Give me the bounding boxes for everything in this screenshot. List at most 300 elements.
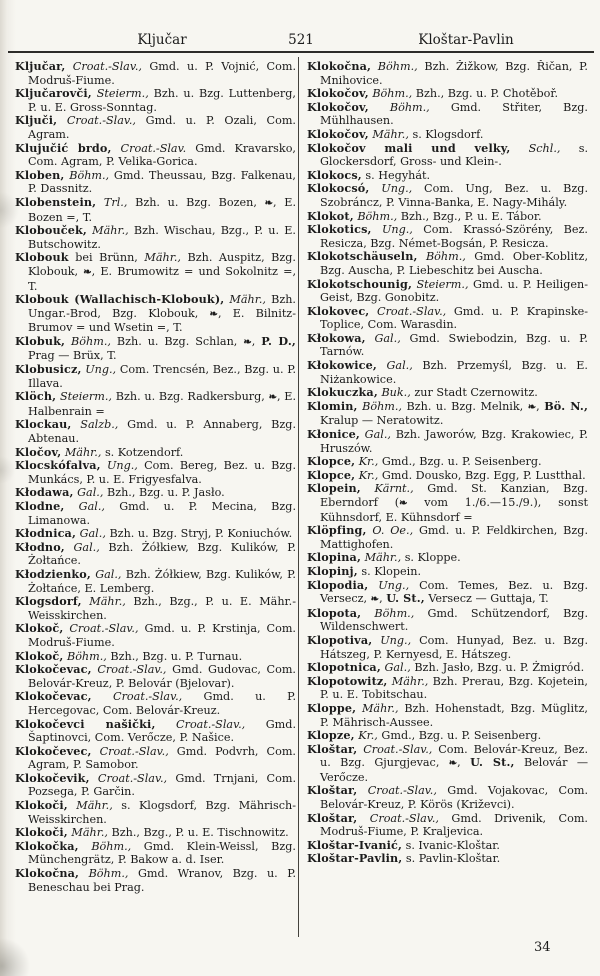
entry-headword: Klujučić brdo, (15, 140, 112, 155)
gazetteer-entry (15, 840, 296, 867)
entry-headword: Klopina, (307, 550, 361, 565)
entry-headword: Kloštar, (307, 741, 358, 756)
gazetteer-entry (15, 595, 296, 622)
gazetteer-entry (15, 745, 296, 772)
gazetteer-entry (307, 223, 588, 250)
entry-region-abbrev: Steierm., (59, 390, 112, 404)
entry-headword: Kłokowice, (307, 358, 377, 373)
entry-text: , (251, 334, 256, 348)
running-head-first-entry: Ključar (137, 32, 187, 48)
entry-region-abbrev: Gal., (77, 486, 104, 500)
entry-region-abbrev: Gal., (73, 540, 100, 554)
post-horn-icon: ❧ (264, 197, 274, 209)
entry-headword: Klokoč, (15, 648, 64, 663)
entry-region-abbrev: Croat.-Slav., (66, 114, 136, 128)
entry-text: zur Stadt Czernowitz. (414, 386, 538, 400)
entry-region-abbrev: Gal., (384, 661, 411, 675)
entry-region-abbrev: Croat.-Slav., (363, 742, 433, 756)
entry-text: Gmd. Schützendorf, Bzg. Wildenschwert. (320, 606, 588, 634)
post-horn-icon: ❧ (527, 401, 537, 413)
entry-region-abbrev: Gal., (364, 428, 391, 442)
gazetteer-entry (15, 142, 296, 169)
gazetteer-entry (15, 568, 296, 595)
entry-text: Bzh. Przemyśl, Bzg. u. E. Niżankowice. (320, 359, 588, 386)
entry-text: Gmd. Wranov, Bzg. u. P. Beneschau bei Prag. (28, 867, 296, 894)
entry-region-abbrev: Böhm., (362, 399, 402, 413)
entry-text: Gmd. u. P. Mecina, Bzg. Limanowa. (28, 500, 296, 527)
post-horn-icon: ❧ (370, 594, 380, 606)
entry-text: Bzh., Bzg. u. P. Jasło. (106, 486, 225, 500)
gazetteer-entry (15, 486, 296, 500)
entry-headword: Klopodia, (307, 577, 369, 592)
entry-headword: Klopce, (307, 454, 356, 469)
entry-text: Bzh. Auspitz, Bzg. Klobouk, (28, 251, 296, 278)
gazetteer-entry (15, 718, 296, 745)
gazetteer-entry (307, 743, 588, 785)
entry-region-abbrev: Buk., (381, 386, 411, 400)
gazetteer-entry (307, 607, 588, 634)
gazetteer-entry (307, 634, 588, 661)
entry-text: Bzh. Žižkow, Bzg. Řičan, P. Mnihovice. (320, 60, 588, 87)
entry-text: Gmd. St. Kanzian, Bzg. Eberndorf ( (320, 482, 588, 509)
entry-headword: Kloštar-Pavlin, (307, 851, 403, 866)
entry-headword: Klobouk (15, 250, 69, 265)
gazetteer-entry (15, 169, 296, 196)
entry-text: Gmd. Drivenik, Com. Modruš-Fiume, P. Kraljevica. (320, 811, 588, 839)
running-head (0, 32, 600, 50)
entry-region-abbrev: Ung., (85, 363, 117, 377)
entry-text: Gmd. Theussau, Bzg. Falkenau, P. Dassnitz. (28, 168, 296, 196)
entry-text: Bzh., Bzg. u. P. Chotěboř. (415, 87, 559, 101)
entry-text: Gmd. u. P. Krstinja, Com. Modruš-Fiume. (28, 622, 296, 649)
gazetteer-entry (15, 114, 296, 141)
entry-text: Gmd. Ober-Koblitz, Bzg. Auscha, P. Liebeschitz bei Auscha. (320, 250, 588, 277)
entry-headword: Klokoči, (15, 825, 68, 840)
gazetteer-entry (307, 182, 588, 209)
entry-text: s. Pavlin-Kloštar. (405, 852, 501, 866)
gazetteer-entry (307, 839, 588, 853)
entry-headword: Klobouk (Wallachisch-Klobouk), (15, 292, 225, 307)
gazetteer-entry (307, 524, 588, 551)
entry-headword: Klopce, (307, 467, 356, 482)
entry-text: Bzh. Jasło, Bzg. u. P. Żmigród. (414, 661, 585, 675)
entry-headword: Klomin, (307, 398, 358, 413)
gazetteer-entry (307, 60, 588, 87)
entry-headword: Kłodzienko, (15, 566, 91, 581)
entry-region-abbrev: Mähr., (76, 799, 113, 813)
header-rule (8, 51, 594, 53)
entry-region-abbrev: Croat.-Slav., (377, 304, 447, 318)
gazetteer-entry (15, 363, 296, 390)
entry-text: s. Kotzendorf. (104, 445, 184, 459)
entry-headword: Kločov, (15, 444, 62, 459)
entry-headword: Kłokowa, (307, 330, 366, 345)
entry-region-abbrev: Kärnt., (374, 482, 414, 496)
entry-text: Belovár — Verőcze. (320, 756, 588, 784)
gazetteer-entry (15, 335, 296, 363)
entry-text: Com. Bereg, Bez. u. Bzg. Munkács, P. u. E. Frigyesfalva. (28, 459, 296, 486)
entry-text: Gmd. u. P. Hercegovac, Com. Belovár-Kreuz. (28, 690, 296, 717)
entry-headword: Klokoč, (15, 621, 64, 636)
entry-text: Bzh. Hohenstadt, Bzg. Müglitz, P. Mährisch-Aussee. (320, 701, 588, 729)
entry-headword: Kłodnica, (15, 526, 77, 541)
post-horn-icon: ❧ (268, 392, 277, 404)
entry-text: Bzh., Bzg., P. u. E. Tischnowitz. (111, 826, 289, 840)
entry-region-abbrev: Croat.-Slav., (99, 744, 169, 758)
gazetteer-entry (307, 579, 588, 607)
entry-headword: Kłodawa, (15, 485, 74, 500)
entry-region-abbrev: Böhm., (425, 250, 466, 264)
entry-region-abbrev: Mähr., (92, 224, 129, 238)
entry-text: Bzh. u. Bzg. Radkersburg, (115, 390, 265, 404)
gazetteer-entry (307, 565, 588, 579)
entry-text: Com. Trencsén, Bez., Bzg. u. P. Illava. (28, 363, 296, 390)
post-horn-icon: ❧ (448, 758, 458, 770)
entry-region-abbrev: Ung., (106, 459, 138, 473)
gazetteer-entry (15, 196, 296, 224)
entry-headword: Klokot, (307, 208, 354, 223)
entry-headword: Klokuczka, (307, 385, 378, 400)
entry-headword: Klopota, (307, 605, 362, 620)
entry-text: Bzh. Wischau, Bzg., P. u. E. Butschowitz. (28, 224, 296, 251)
gazetteer-entry (307, 305, 588, 332)
gazetteer-entry (15, 293, 296, 335)
entry-text: Bzh. u. Bzg. Luttenberg, P. u. E. Gross-Sonntag. (28, 87, 296, 114)
entry-text: , (379, 592, 383, 606)
entry-headword: Klocskófalva, (15, 458, 101, 473)
gazetteer-entry (15, 251, 296, 293)
right-column (307, 60, 588, 952)
entry-region-abbrev: Croat.-Slav., (97, 771, 168, 785)
entry-headword: Kloštar-Ivanić, (307, 837, 403, 852)
gazetteer-entry (307, 278, 588, 305)
entry-text: s. Klopein. (361, 564, 422, 578)
entry-text: Gmd. Klein-Weissl, Bzg. Münchengrätz, P. Bakow a. d. Iser. (28, 839, 296, 867)
entry-headword: Klokočka, (15, 838, 79, 853)
entry-headword: Klokočevec, (15, 743, 92, 758)
entry-text: , E. Brumowitz = und Sokolnitz =, T. (28, 264, 296, 293)
entry-region-abbrev: Mähr., (64, 445, 102, 459)
entry-region-abbrev: Böhm., (357, 209, 398, 223)
entry-headword: Bö. N., (544, 398, 588, 413)
gazetteer-entry (307, 210, 588, 224)
entry-text: Bzh. u. Bzg. Schlan, (116, 334, 238, 348)
entry-text: s. Hegyhát. (365, 168, 431, 182)
entry-region-abbrev: Ung., (381, 223, 413, 237)
gazetteer-entry (307, 812, 588, 839)
gazetteer-entry (307, 250, 588, 277)
entry-headword: Klokočevac, (15, 662, 92, 677)
gazetteer-entry (15, 867, 296, 894)
entry-headword: Klokočna, (15, 866, 80, 881)
entry-headword: U. St., (470, 755, 515, 770)
entry-headword: Klockau, (15, 417, 72, 432)
gazetteer-entry (307, 101, 588, 128)
entry-headword: Klokočevac, (15, 689, 92, 704)
entry-text: Gmd. u. P. Heiligen-Geist, Bzg. Gonobitz. (320, 277, 588, 305)
entry-region-abbrev: Mähr., (71, 826, 108, 840)
entry-text: s. Glockersdorf, Gross- und Klein-. (320, 141, 588, 169)
entry-text: Bzh. u. Bzg. Bozen, (135, 195, 257, 209)
running-head-last-entry: Kloštar-Pavlin (418, 32, 514, 48)
entry-region-abbrev: Croat.-Slav. (120, 141, 187, 155)
entry-text: Gmd., Bzg. u. P. Seisenberg. (381, 455, 542, 469)
entry-headword: Ključi, (15, 113, 58, 128)
entry-region-abbrev: Steierm., (416, 277, 469, 291)
gazetteer-entry (15, 390, 296, 418)
entry-region-abbrev: Böhm., (389, 100, 430, 114)
entry-region-abbrev: Croat.-Slav., (367, 784, 437, 798)
entry-headword: Klokovec, (307, 303, 370, 318)
entry-text: Bzh. Żółkiew, Bzg. Kulików, P. Żołtańce. (28, 540, 296, 568)
entry-region-abbrev: Gal., (78, 500, 105, 513)
gazetteer-entry (307, 661, 588, 675)
entry-region-abbrev: O. Oe., (372, 524, 414, 538)
entry-region-abbrev: Böhm., (66, 649, 107, 663)
entry-headword: Klokočov, (307, 99, 369, 114)
entry-region-abbrev: Gal., (79, 527, 106, 541)
entry-headword: Klokocsó, (307, 181, 370, 196)
entry-text: Gmd. Gudovac, Com. Belovár-Kreuz, P. Belovár (Bjelovar). (28, 663, 296, 690)
entry-region-abbrev: Croat.-Slav., (69, 622, 139, 636)
entry-headword: Klopotnica, (307, 660, 381, 675)
entry-region-abbrev: Croat.-Slav., (369, 811, 439, 825)
entry-region-abbrev: Kr., (358, 729, 378, 743)
gazetteer-entry (307, 386, 588, 400)
entry-text: s. Klogsdorf. (412, 127, 484, 141)
entry-region-abbrev: Böhm., (71, 334, 111, 348)
entry-headword: Klodne, (15, 499, 65, 513)
entry-region-abbrev: Mähr., (372, 127, 409, 141)
entry-text: Gmd. Šaptinovci, Com. Verőcze, P. Našice. (28, 717, 296, 745)
entry-region-abbrev: Gal., (386, 359, 413, 373)
entry-text: Versecz — Guttaja, T. (428, 592, 549, 606)
gazetteer-entry (15, 650, 296, 664)
entry-headword: Klokočov, (307, 126, 369, 141)
entry-text: s. Kloppe. (404, 551, 461, 565)
entry-text: vom 1./6.—15./9.), sonst Kühnsdorf, E. Kühnsdorf = (320, 496, 588, 524)
entry-text: Kralup — Neratowitz. (320, 414, 444, 428)
entry-region-abbrev: Mähr., (89, 595, 126, 609)
gazetteer-entry (15, 690, 296, 717)
gazetteer-entry (15, 500, 296, 527)
entry-region-abbrev: Kr., (358, 455, 379, 469)
column-divider (298, 57, 299, 937)
entry-region-abbrev: Böhm., (372, 87, 413, 101)
entry-region-abbrev: Ung., (378, 578, 410, 592)
entry-text: , (457, 756, 461, 770)
post-horn-icon: ❧ (83, 266, 92, 278)
entry-text: Gmd. u. P. Annaberg, Bzg. Abtenau. (28, 418, 296, 446)
entry-text: Com. Temes, Bez. u. Bzg. Versecz, (320, 578, 588, 606)
entry-headword: Klobusicz, (15, 362, 82, 377)
entry-headword: P. D., (261, 333, 296, 348)
entry-region-abbrev: Croat.-Slav., (72, 60, 142, 73)
entry-text: , E. Halbenrain = (28, 390, 296, 418)
entry-text: Bzh., Bzg., P. u. E. Mähr.-Weisskirchen. (28, 595, 296, 622)
entry-headword: Kłonice, (307, 427, 360, 442)
entry-text: Gmd. Trnjani, Com. Pozsega, P. Garčin. (28, 771, 296, 799)
signature-number: 34 (534, 940, 551, 955)
gazetteer-entry (307, 128, 588, 142)
entry-region-abbrev: Croat.-Slav., (113, 690, 183, 704)
gazetteer-entry (15, 541, 296, 568)
entry-headword: Klokocs, (307, 167, 362, 182)
gazetteer-entry (15, 826, 296, 840)
entry-headword: Klokočevik, (15, 770, 90, 785)
entry-text: Bzh. Żółkiew, Bzg. Kulików, P. Żołtańce, E. Lemberg. (28, 567, 296, 595)
entry-text: Bzh. u. Bzg. Melnik, (406, 399, 524, 413)
entry-text: Com. Hunyad, Bez. u. Bzg. Hátszeg, P. Kernyesd, E. Hátszeg. (320, 633, 588, 661)
entry-text: Gmd. Kravarsko, Com. Agram, P. Velika-Gorica. (28, 141, 296, 169)
entry-region-abbrev: Croat.-Slav., (176, 717, 246, 731)
entry-text: Bzh., Bzg. u. P. Turnau. (110, 649, 243, 663)
entry-text: Gmd. u. P. Vojnić, Com. Modruš-Fiume. (28, 60, 296, 87)
entry-text: Gmd. Dousko, Bzg. Egg, P. Lustthal. (381, 468, 586, 482)
entry-text: Bzh., Bzg., P. u. E. Tábor. (400, 209, 542, 223)
entry-text: Gmd. u. P. Feldkirchen, Bzg. Mattighofen. (320, 524, 588, 551)
entry-headword: Klokočov mali und velky, (307, 140, 511, 155)
page-number: 521 (288, 32, 314, 48)
entry-text: bei Brünn, (75, 251, 138, 265)
entry-region-abbrev: Steierm., (96, 87, 149, 101)
entry-headword: Klokotics, (307, 222, 372, 237)
entry-region-abbrev: Trl., (103, 195, 128, 209)
entry-text: s. Ivanic-Kloštar. (405, 838, 500, 852)
entry-text: Gmd. Swiebodzin, Bzg. u. P. Tarnów. (320, 331, 588, 359)
entry-text: Bzh. Jaworów, Bzg. Krakowiec, P. Hruszów. (320, 428, 588, 455)
gazetteer-entry (307, 469, 588, 483)
entry-region-abbrev: Croat.-Slav., (97, 663, 167, 677)
gazetteer-entry (15, 772, 296, 799)
entry-headword: Klokočevci našički, (15, 716, 156, 731)
gazetteer-entry (307, 675, 588, 702)
entry-text: Com. Krassó-Szörény, Bez. Resicza, Bzg. Német-Bogsán, P. Resicza. (320, 223, 588, 250)
gazetteer-entry (307, 551, 588, 565)
entry-headword: Kłodno, (15, 539, 65, 554)
entry-headword: Klokočov, (307, 86, 369, 101)
entry-region-abbrev: Gal., (95, 567, 122, 581)
gazetteer-entry (15, 418, 296, 445)
post-horn-icon: ❧ (243, 336, 252, 348)
entry-region-abbrev: Böhm., (88, 867, 129, 881)
entry-text: Com. Belovár-Kreuz, Bez. u. Bzg. Gjurgjevac, (320, 742, 588, 770)
entry-region-abbrev: Kr., (358, 468, 379, 482)
entry-text: Bzh. u. Bzg. Stryj, P. Koniuchów. (109, 527, 293, 541)
gazetteer-entry (307, 729, 588, 743)
gazetteer-entry (307, 87, 588, 101)
gazetteer-entry (15, 799, 296, 826)
gazetteer-entry (15, 446, 296, 460)
entry-text: Prag — Brüx, T. (28, 349, 117, 363)
left-column (15, 60, 296, 952)
gazetteer-entry (15, 60, 296, 87)
entry-region-abbrev: Böhm., (377, 60, 418, 73)
entry-headword: Klobenstein, (15, 194, 97, 209)
entry-region-abbrev: Mähr., (361, 701, 399, 715)
entry-headword: Kloppe, (307, 700, 357, 715)
entry-headword: Ključarovči, (15, 86, 92, 101)
entry-headword: Klopinj, (307, 563, 358, 578)
entry-region-abbrev: Mähr., (229, 293, 266, 307)
gazetteer-entry (15, 663, 296, 690)
entry-text: Gmd. u. P. Ozali, Com. Agram. (28, 114, 296, 141)
entry-region-abbrev: Mähr., (364, 551, 402, 565)
entry-headword: Klopotiva, (307, 632, 373, 647)
entry-text: Gmd. Podvrh, Com. Agram, P. Samobor. (28, 744, 296, 772)
gazetteer-entry (307, 784, 588, 811)
entry-text: Bzh. Ungar.-Brod, Bzg. Klobouk, (28, 293, 296, 320)
entry-region-abbrev: Mähr., (391, 674, 429, 688)
gazetteer-entry (15, 622, 296, 649)
entry-headword: U. St., (386, 591, 425, 606)
entry-headword: Ključar, (15, 60, 66, 73)
gazetteer-entry (307, 400, 588, 428)
entry-headword: Klokočna, (307, 60, 372, 73)
gazetteer-entry (15, 527, 296, 541)
post-horn-icon: ❧ (399, 498, 408, 509)
entry-headword: Klöch, (15, 389, 57, 404)
entry-text: , (536, 399, 540, 413)
entry-text: , E. Bozen =, T. (28, 195, 296, 224)
entry-headword: Kloštar, (307, 810, 358, 825)
entry-headword: Klokoči, (15, 798, 68, 813)
entry-text: Gmd., Bzg. u. P. Seisenberg. (381, 729, 542, 743)
entry-region-abbrev: Böhm., (374, 606, 415, 620)
gazetteer-entry (307, 332, 588, 359)
entry-region-abbrev: Böhm., (69, 168, 110, 182)
gazetteer-entry (307, 852, 588, 866)
gazetteer-entry (307, 455, 588, 469)
entry-headword: Klöpfing, (307, 523, 367, 538)
gazetteer-entry (15, 224, 296, 251)
entry-region-abbrev: Gal., (374, 331, 401, 345)
entry-text: s. Klogsdorf, Bzg. Mährisch-Weisskirchen. (28, 799, 296, 826)
entry-headword: Klobouček, (15, 223, 87, 238)
gazetteer-entry (307, 169, 588, 183)
entry-region-abbrev: Ung., (380, 633, 412, 647)
entry-headword: Klokotschäuseln, (307, 249, 418, 264)
entry-region-abbrev: Mähr., (144, 251, 181, 265)
entry-region-abbrev: Böhm., (91, 839, 132, 853)
gazetteer-entry (307, 359, 588, 386)
post-horn-icon: ❧ (209, 308, 218, 320)
gazetteer-entry (307, 428, 588, 455)
entry-text: Gmd. Střiter, Bzg. Mühlhausen. (320, 100, 588, 128)
gazetteer-entry (15, 87, 296, 114)
entry-text: Gmd. u. P. Krapinske-Toplice, Com. Warasdin. (320, 304, 588, 332)
entry-headword: Klopein, (307, 481, 361, 496)
entry-headword: Kloben, (15, 167, 65, 182)
gazetteer-entry (15, 459, 296, 486)
entry-headword: Klopotowitz, (307, 673, 388, 688)
entry-headword: Klokotschounig, (307, 276, 413, 291)
entry-headword: Klobuk, (15, 333, 66, 348)
entry-text: Gmd. Vojakovac, Com. Belovár-Kreuz, P. Körös (Križevci). (320, 784, 588, 812)
entry-region-abbrev: Salzb., (80, 418, 119, 432)
entry-text: Bzh. Prerau, Bzg. Kojetein, P. u. E. Tobitschau. (320, 674, 588, 702)
entry-text: , E. Bilnitz-Brumov = und Wsetin =, T. (28, 306, 296, 335)
entry-headword: Klogsdorf, (15, 594, 82, 609)
entry-headword: Klopze, (307, 728, 355, 743)
entry-region-abbrev: Ung., (381, 182, 413, 196)
entry-text: Com. Ung, Bez. u. Bzg. Szobráncz, P. Vinna-Banka, E. Nagy-Mihály. (320, 182, 588, 209)
entry-headword: Kloštar, (307, 783, 358, 798)
entry-region-abbrev: Schl., (528, 141, 561, 155)
gazetteer-entry (307, 702, 588, 729)
gazetteer-entry (307, 482, 588, 524)
gazetteer-entry (307, 142, 588, 169)
